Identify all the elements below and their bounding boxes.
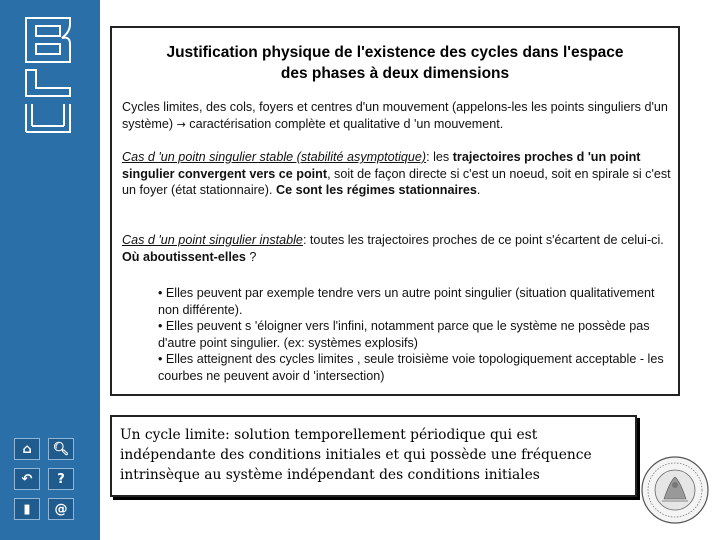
bullet-list — [158, 285, 674, 384]
bullet-item-1: • Elles peuvent par exemple tendre vers un autre point singulier (situation qualitativement non différente). — [158, 286, 655, 317]
unstable-end: ? — [245, 249, 257, 264]
stable-mid: , soit de façon directe si c'est un noeud, soit en spirale si c'est un foyer (état stationnaire). — [122, 166, 671, 197]
unstable-bold: Où aboutissent-elles — [122, 249, 246, 264]
title-line-2: des phases à deux dimensions — [280, 65, 510, 82]
university-seal — [640, 455, 710, 525]
search-icon[interactable]: 🔍︎ — [48, 438, 74, 460]
slide-title — [112, 42, 678, 84]
intro-tail: caractérisation complète et qualitative d 'un mouvement. — [185, 116, 504, 131]
definition-box — [110, 415, 637, 497]
content-frame — [110, 26, 680, 396]
intro-text: Cycles limites, des cols, foyers et centres d'un mouvement (appelons-les les points singuliers d'un système) — [122, 100, 668, 131]
stable-heading: Cas d 'un poitn singulier stable (stabilité asymptotique) — [122, 150, 427, 164]
email-icon[interactable]: @ — [48, 498, 74, 520]
title-line-1: Justification physique de l'existence des cycles dans l'espace — [166, 44, 624, 61]
home-icon[interactable]: ⌂ — [14, 438, 40, 460]
sidebar — [0, 0, 103, 540]
paragraph-intro — [122, 99, 672, 133]
bullet-item-3: • Elles atteignent des cycles limites , seule troisième voie topologiquement acceptable - les courbes ne peuvent avoir d 'intersection) — [158, 352, 664, 383]
stable-colon: : les — [426, 150, 453, 164]
sidebar-divider — [100, 0, 103, 540]
stable-bold-2: Ce sont les régimes stationnaires — [276, 183, 477, 197]
back-icon[interactable]: ↶ — [14, 468, 40, 490]
print-icon[interactable]: ▮ — [14, 498, 40, 520]
unstable-heading: Cas d 'un point singulier instable — [122, 233, 303, 247]
help-icon[interactable]: ? — [48, 468, 74, 490]
stable-end: . — [476, 183, 481, 197]
stable-bold: trajectoires proches d 'un point singulier convergent vers ce point — [122, 150, 641, 181]
unstable-mid: : toutes les trajectoires proches de ce point s'écartent de celui-ci. — [302, 233, 664, 247]
paragraph-stable — [122, 149, 674, 199]
bullet-item-2: • Elles peuvent s 'éloigner vers l'infini, notamment parce que le système ne possède pas d'autre point singulier. (ex: systèmes explosifs) — [158, 319, 650, 350]
nav-icons — [14, 438, 74, 520]
ulb-logo — [18, 14, 78, 134]
definition-text: Un cycle limite: solution temporellement périodique qui est indépendante des conditions initiales et qui possède une fréquence intrinsèque au système indépendant des conditions initiales — [120, 427, 592, 483]
arrow-icon: → — [176, 117, 186, 131]
paragraph-unstable — [122, 232, 674, 265]
